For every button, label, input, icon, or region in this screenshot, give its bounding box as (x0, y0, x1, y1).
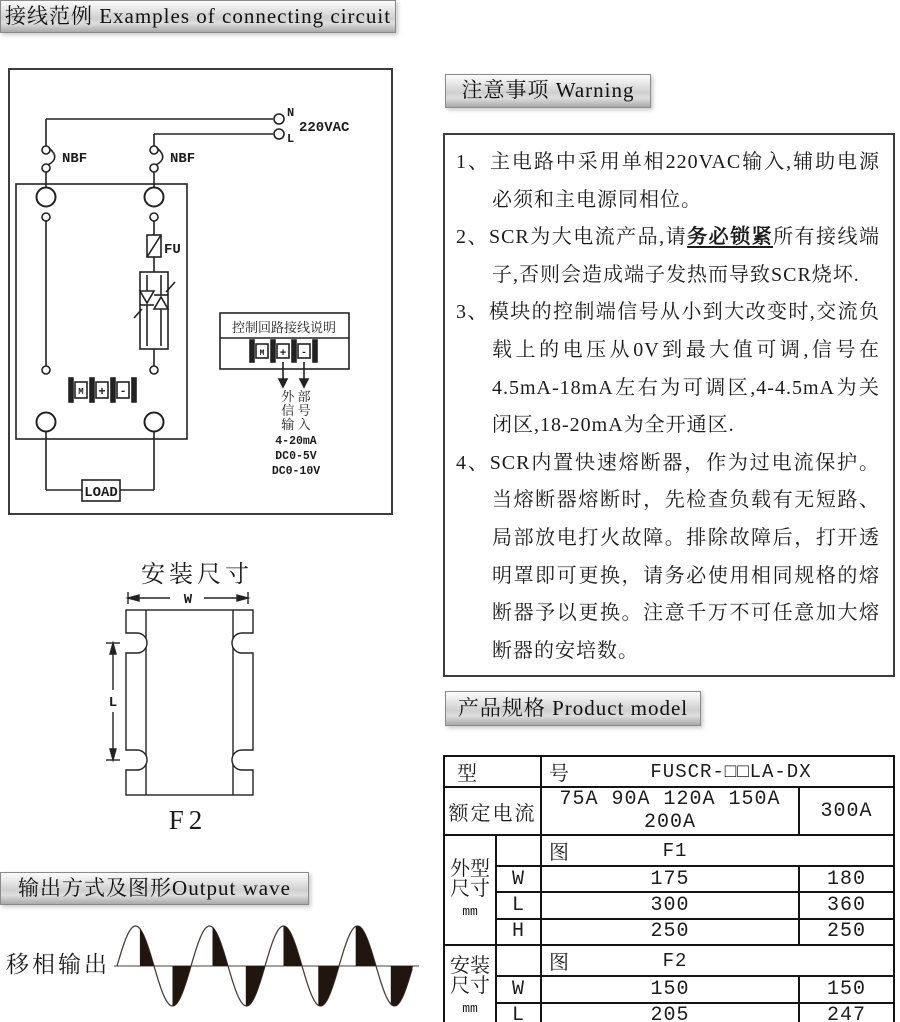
signal-row-1: 外 部 (281, 389, 311, 404)
section-header-output-wave-text: 输出方式及图形Output wave (18, 876, 291, 900)
label-l: L (108, 695, 118, 711)
notch-left-bottom (126, 750, 147, 770)
module-terminal-top-right (145, 188, 164, 207)
wave-fired-segment (356, 926, 376, 966)
control-box-title: 控制回路接线说明 (231, 320, 337, 335)
wave-fired-segment (140, 929, 154, 966)
install-fig-label: 图 (549, 952, 569, 975)
section-header-product-model (445, 691, 701, 726)
notch-right-bottom (232, 750, 253, 770)
svg-text:+: + (279, 348, 287, 360)
wave-fired-segment (391, 966, 413, 1006)
table-row-outline-w: W 175 180 (444, 866, 894, 892)
outline-fig-label: 图 (549, 842, 569, 864)
table-row-outline-h: H 250 250 (444, 919, 894, 945)
rated-current-value-300: 300A (799, 787, 894, 835)
l-arrow-top (110, 643, 116, 654)
connecting-circuit-diagram (8, 68, 393, 515)
table-row-rated-current (444, 787, 894, 835)
table-row-install-w: W 150 150 (444, 976, 894, 1002)
table-row-install-l: L 205 247 (444, 1003, 894, 1022)
svg-text:-: - (300, 348, 308, 359)
section-header-output-wave (0, 872, 309, 905)
install-group-label: 安装 尺寸 mm (444, 945, 496, 1022)
wave-fired-segment (318, 966, 339, 1006)
section-header-product-model-text: 产品规格 Product model (457, 696, 689, 720)
signal-row-3: 输 入 (281, 417, 311, 432)
signal-spec-2: DC0-5V (275, 450, 317, 463)
install-dim-title: 安装尺寸 (141, 562, 253, 588)
label-nbf-right: NBF (170, 151, 196, 167)
product-spec-table (443, 755, 895, 1022)
table-row-model (444, 756, 894, 787)
rated-current-values: 75A 90A 120A 150A 200A (541, 787, 799, 835)
warning-item-4: 4、SCR内置快速熔断器，作为过电流保护。当熔断器熔断时，先检查负载有无短路、局部放电打火故障。排除故障后，打开透明罩即可更换，请务必使用相同规格的熔断器予以更换。注意千万不可任意加大熔断器的安培数。 (456, 451, 880, 662)
figure-label-f2: F2 (168, 805, 208, 835)
model-value: FUSCR-□□LA-DX (650, 760, 812, 783)
label-load: LOAD (84, 485, 118, 501)
warning-item-1: 1、主电路中采用单相220VAC输入,辅助电源必须和主电源同相位。 (456, 151, 881, 211)
spec-table-wrap (443, 755, 895, 1022)
svg-text:M: M (259, 349, 265, 358)
module-terminal-bottom-right (145, 413, 164, 432)
install-fig-value: F2 (662, 949, 688, 972)
signal-row-2: 信 号 (281, 403, 311, 418)
l-arrow-bottom (110, 749, 116, 760)
install-dim-svg (98, 588, 260, 838)
label-n: N (287, 106, 295, 120)
rated-current-label: 额定电流 (444, 787, 541, 835)
terminal-l-circle (274, 129, 284, 139)
install-dim-drawing (98, 588, 260, 838)
circuit-svg (10, 70, 391, 513)
wave-fired-segment (213, 927, 229, 966)
warning-item-2: 2、SCR为大电流产品,请务必锁紧所有接线端子,否则会造成端子发热而导致SCR烧坏. (456, 226, 880, 286)
label-terminal-m: M (78, 387, 84, 397)
output-waveform (112, 916, 427, 1016)
module-terminal-top-left (37, 188, 56, 207)
warning-box (443, 133, 895, 677)
model-label-left: 型 (444, 756, 541, 787)
label-l: L (287, 132, 295, 146)
notch-right-top (232, 633, 253, 653)
section-header-warning-text: 注意事项 Warning (461, 78, 635, 102)
wave-fired-segment (284, 926, 303, 966)
table-row-install-fig (444, 945, 894, 976)
signal-spec-3: DC0-10V (271, 465, 321, 478)
label-w: W (183, 592, 193, 608)
arrow-down-plus (279, 379, 287, 387)
section-header-warning (445, 74, 651, 108)
wave-fired-segment (173, 966, 192, 1006)
warning-emphasis: 务必锁紧 (687, 226, 774, 249)
wave-fired-segment (246, 966, 265, 1006)
w-arrow-right (237, 595, 248, 601)
label-terminal-minus: - (119, 386, 127, 398)
table-row-outline-l: L 300 360 (444, 892, 894, 918)
label-nbf-left: NBF (62, 151, 88, 167)
table-row-outline-fig (444, 835, 894, 866)
warning-item-3: 3、模块的控制端信号从小到大改变时,交流负载上的电压从0V到最大值可调,信号在4.5mA-18mA左右为可调区,4-4.5mA为关闭区,18-20mA为全开通区. (456, 301, 881, 437)
label-terminal-plus: + (98, 385, 106, 399)
thyristor-box (140, 272, 168, 349)
w-arrow-left (128, 595, 139, 601)
label-220vac: 220VAC (299, 120, 350, 136)
section-header-connecting-circuit (0, 0, 396, 33)
section-header-connecting-circuit-text: 接线范例 Examples of connecting circuit (4, 4, 392, 28)
notch-left-top (126, 633, 147, 653)
outline-group-label: 外型 尺寸 mm (444, 835, 496, 945)
signal-spec-1: 4-20mA (275, 435, 317, 448)
module-terminal-bottom-left (37, 413, 56, 432)
phase-shift-output-label: 移相输出 (6, 952, 110, 977)
outline-fig-value: F1 (662, 839, 688, 862)
arrow-down-minus (300, 379, 308, 387)
label-fu: FU (164, 242, 181, 258)
terminal-n-circle (274, 114, 284, 124)
output-waveform-wrap (112, 916, 427, 1016)
model-label-right: 号 (549, 763, 569, 785)
